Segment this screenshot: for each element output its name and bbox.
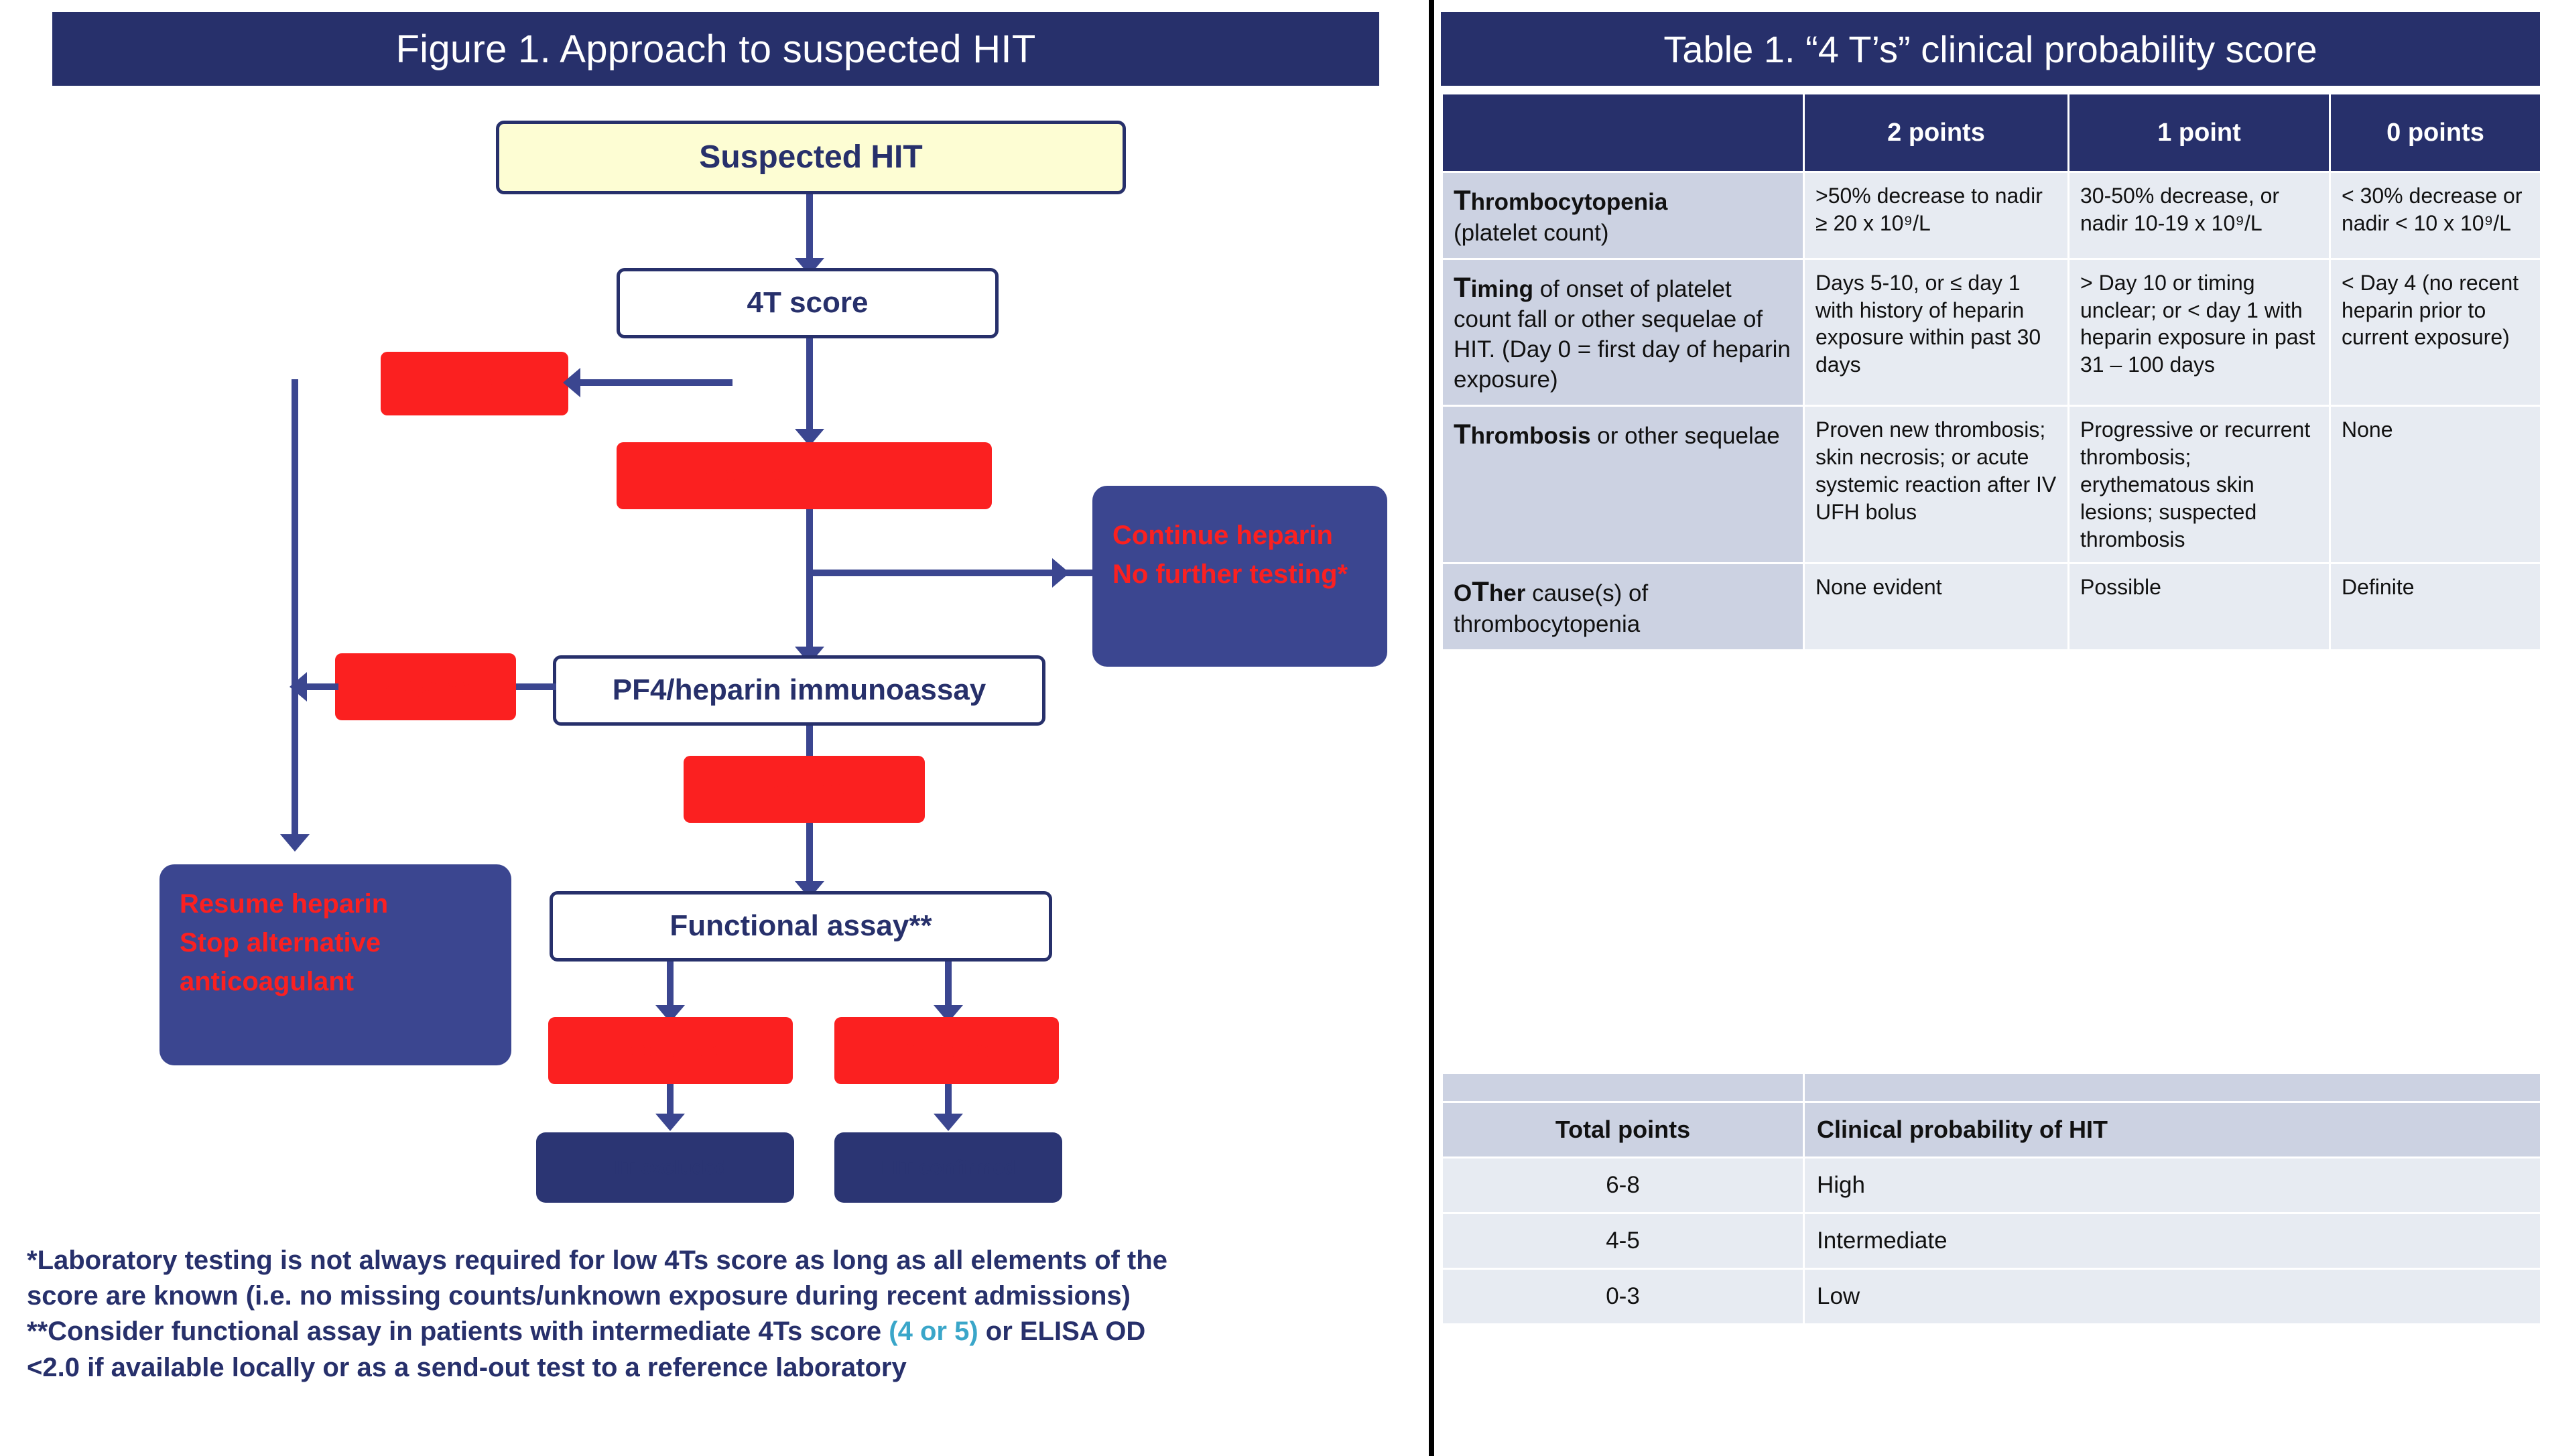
footnote-line-4: <2.0 if available locally or as a send-out test to a reference laboratory: [27, 1352, 907, 1382]
row-label-text: her: [1488, 580, 1526, 607]
row-label-text: hrombocytopenia: [1470, 189, 1668, 215]
arrow-suspected-to-4t: [806, 194, 813, 261]
row-label-thrombosis: [1442, 405, 1804, 564]
arrow-immunoassay-to-positive: [806, 726, 813, 756]
cell-thrombocytopenia-0: < 30% decrease or nadir < 10 x 10⁹/L: [2330, 172, 2541, 259]
table-header-1-point: 1 point: [2069, 94, 2330, 172]
table-row: [1442, 564, 2541, 651]
node-functional-positive: Positive: [834, 1017, 1059, 1084]
row-label-subtext: (platelet count): [1454, 219, 1609, 246]
low-probability-items: [1112, 516, 1381, 594]
table-title: Table 1. “4 T’s” clinical probability score: [1441, 12, 2540, 86]
cell-thrombosis-0: None: [2330, 405, 2541, 564]
cell-other-1: Possible: [2069, 564, 2330, 651]
node-score-intermediate-high: Intermediate or high: [617, 442, 992, 509]
summary-header-row: [1442, 1102, 2541, 1158]
summary-spacer-right: [1804, 1073, 2541, 1102]
hit-excluded-item-1: Stop alternative: [180, 928, 381, 957]
cell-thrombocytopenia-2: >50% decrease to nadir ≥ 20 x 10⁹/L: [1804, 172, 2069, 259]
node-immunoassay-negative: Negative: [335, 653, 516, 720]
figure-title: Figure 1. Approach to suspected HIT: [52, 12, 1379, 86]
footnote-line-1: *Laboratory testing is not always required for low 4Ts score as long as all elements of the: [27, 1246, 1167, 1275]
figure-footnotes: [27, 1243, 1414, 1386]
hit-excluded-item-0: Resume heparin: [180, 889, 389, 919]
table-row: [1442, 1269, 2541, 1325]
node-immunoassay-positive: Positive: [684, 756, 925, 823]
row-label-initial: T: [1454, 271, 1471, 303]
summary-header-total-points: Total points: [1442, 1102, 1804, 1158]
table-row: [1442, 1158, 2541, 1213]
summary-probability-1: Intermediate: [1804, 1213, 2541, 1269]
summary-points-2: 0-3: [1442, 1269, 1804, 1325]
footnote-line-3b: or ELISA OD: [978, 1317, 1146, 1347]
four-ts-table: [1441, 92, 2542, 651]
cell-thrombocytopenia-1: 30-50% decrease, or nadir 10-19 x 10⁹/L: [2069, 172, 2330, 259]
row-label-other: [1442, 564, 1804, 651]
footnote-line-3: [27, 1314, 1414, 1349]
summary-points-1: 4-5: [1442, 1213, 1804, 1269]
summary-probability-0: High: [1804, 1158, 2541, 1213]
node-outcome-hit-excluded: HIT excluded: [536, 1132, 794, 1203]
summary-spacer-row: [1442, 1073, 2541, 1102]
cell-thrombosis-2: Proven new thrombosis; skin necrosis; or acute systemic reaction after IV UFH bolus: [1804, 405, 2069, 564]
table-header-blank: [1442, 94, 1804, 172]
arrow-head-neg-to-excluded: [655, 1114, 685, 1131]
table-row: [1442, 259, 2541, 405]
arrow-head-4t-to-low: [563, 368, 580, 397]
table-row: [1442, 1213, 2541, 1269]
arrow-inter-down-stub: [806, 509, 813, 576]
cell-other-0: Definite: [2330, 564, 2541, 651]
cell-timing-1: > Day 10 or timing unclear; or < day 1 with heparin exposure in past 31 – 100 days: [2069, 259, 2330, 405]
table-header-row: [1442, 94, 2541, 172]
row-label-initial: T: [1472, 576, 1489, 608]
row-label-timing: [1442, 259, 1804, 405]
footnote-line-3a: **Consider functional assay in patients with intermediate 4Ts score: [27, 1317, 889, 1347]
row-label-text: hrombosis: [1470, 422, 1591, 449]
arrow-immunoassay-to-negative: [516, 683, 556, 690]
node-4t-score: 4T score: [617, 268, 999, 338]
row-label-tail: of onset of platelet count fall or other sequelae of HIT. (Day 0 = first day of heparin exposure): [1454, 275, 1791, 393]
hit-excluded-items: [180, 884, 501, 1001]
table-header-0-points: 0 points: [2330, 94, 2541, 172]
row-label-text: iming: [1470, 275, 1533, 302]
summary-spacer-left: [1442, 1073, 1804, 1102]
node-pf4-immunoassay: PF4/heparin immunoassay: [553, 655, 1045, 726]
summary-header-probability: Clinical probability of HIT: [1804, 1102, 2541, 1158]
footnote-line-2: score are known (i.e. no missing counts/unknown exposure during recent admissions): [27, 1281, 1131, 1311]
arrow-head-pos-to-confirmed: [934, 1114, 963, 1131]
arrow-head-low-down-long: [280, 834, 310, 852]
arrow-positive-to-functional: [806, 823, 813, 890]
cell-thrombosis-1: Progressive or recurrent thrombosis; erythematous skin lesions; suspected thrombosis: [2069, 405, 2330, 564]
footnote-line-3-accent: (4 or 5): [889, 1317, 978, 1347]
arrow-to-immunoassay: [806, 576, 813, 657]
row-label-initial: T: [1454, 417, 1471, 450]
table-row: [1442, 405, 2541, 564]
summary-points-0: 6-8: [1442, 1158, 1804, 1213]
hit-excluded-item-2: anticoagulant: [180, 967, 355, 996]
row-label-initial: T: [1454, 184, 1471, 216]
cell-timing-2: Days 5-10, or ≤ day 1 with history of heparin exposure within past 30 days: [1804, 259, 2069, 405]
arrow-inter-to-lowprob: [806, 570, 1094, 576]
cell-other-2: None evident: [1804, 564, 2069, 651]
row-label-tail: or other sequelae: [1590, 422, 1780, 449]
row-label-prefix: O: [1454, 580, 1472, 607]
node-score-low: Low: [381, 352, 568, 415]
summary-probability-2: Low: [1804, 1269, 2541, 1325]
arrow-low-down-long: [292, 379, 298, 842]
row-label-thrombocytopenia: [1442, 172, 1804, 259]
row-label-tail: cause(s) of thrombocytopenia: [1454, 580, 1649, 638]
cell-timing-0: < Day 4 (no recent heparin prior to current exposure): [2330, 259, 2541, 405]
arrow-4t-to-intermediate: [806, 338, 813, 439]
node-suspected-hit: Suspected HIT: [496, 121, 1126, 194]
arrow-head-inter-to-lowprob: [1052, 558, 1070, 588]
node-functional-assay: Functional assay**: [550, 891, 1052, 962]
low-probability-item-1: No further testing*: [1112, 559, 1348, 589]
low-probability-item-0: Continue heparin: [1112, 521, 1333, 550]
score-summary-table: [1441, 1072, 2542, 1325]
table-row: [1442, 172, 2541, 259]
table-panel: [1434, 0, 2550, 1456]
arrow-4t-to-low: [568, 379, 732, 386]
table-header-2-points: 2 points: [1804, 94, 2069, 172]
node-outcome-hit-confirmed: HIT confirmed: [834, 1132, 1062, 1203]
node-functional-negative: Negative: [548, 1017, 793, 1084]
